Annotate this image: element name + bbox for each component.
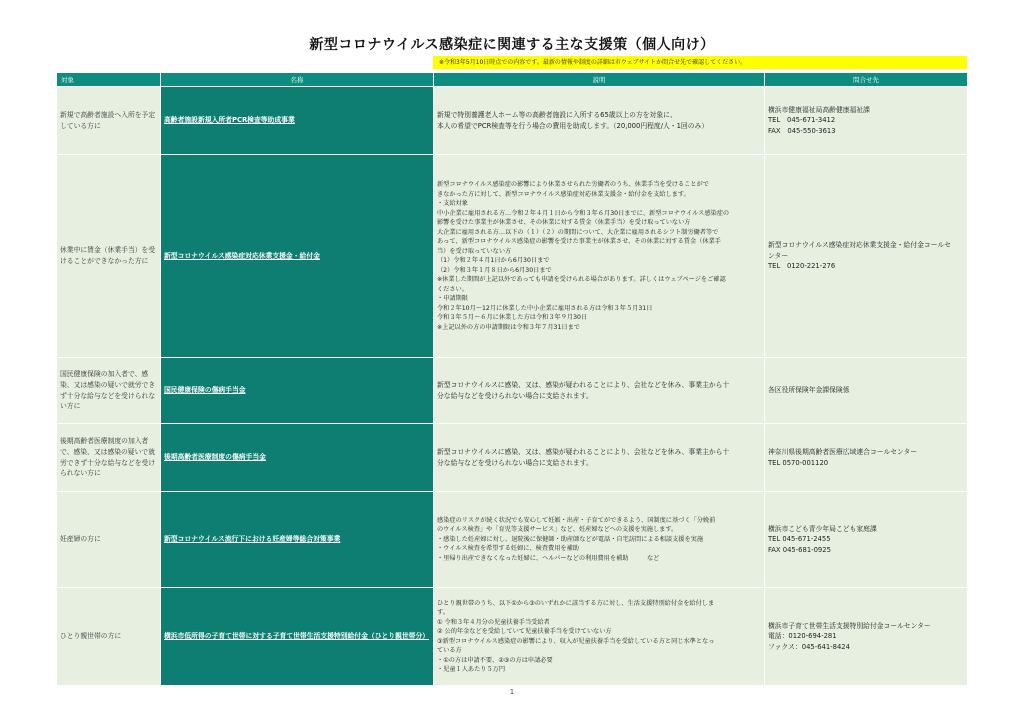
program-link[interactable]: 後期高齢者医療制度の傷病手当金	[164, 453, 266, 462]
contact-line: FAX 045-550-3613	[768, 126, 836, 135]
table-row	[57, 424, 968, 492]
desc-line: ※休業した期間が上記以外であっても申請を受けられる場合があります。詳しくはウェブページをご確認	[437, 276, 726, 283]
desc-line: ② 公的年金などを受給していて児童扶養手当を受けていない方	[437, 628, 612, 635]
target-cell: 妊産婦の方に	[57, 492, 161, 588]
desc-line: 令和３年５月～６月に休業した方は令和３年９月30日	[437, 314, 588, 321]
desc-line: す。	[437, 609, 449, 616]
contact-line: 各区役所保険年金課保険係	[768, 386, 850, 395]
contact-line: 横浜市健康福祉局高齢健康福祉課	[768, 105, 870, 114]
desc-line: 分な給与などを受けられない場合に支給されます。	[437, 458, 593, 467]
desc-line: ※上記以外の方の申請期限は令和３年７月31日まで	[437, 323, 580, 331]
contact-line: 神奈川県後期高齢者医療広域連合コールセンター	[768, 447, 918, 456]
desc-line: 大企業に雇用される方…以下の（１）（２）の期間について、大企業に雇用されるシフト制労働者等で	[437, 228, 719, 236]
desc-line: 当）を受け取っていない方	[437, 247, 512, 255]
desc-line: 影響を受けた事業主が休業させ、その休業に対する賃金（休業手当）を受け取っていない方	[437, 219, 691, 226]
desc-line: （2）令和３年１月８日から6月30日まで	[437, 266, 552, 274]
header-desc: 説明	[434, 73, 765, 87]
table-row	[57, 588, 968, 686]
desc-line: 感染症のリスクが続く状況でも安心して妊娠・出産・子育てができるよう、国制度に基づく「分娩前	[437, 516, 716, 524]
name-cell	[161, 87, 434, 155]
desc-line: ひとり親世帯のうち、以下①から③のいずれかに該当する方に対し、生活支援特別給付金を給付しま	[437, 599, 715, 607]
header-row	[57, 73, 968, 87]
desc-line: のウイルス検査」や「育児等支援サービス」など、妊産婦などへの支援を実施します。	[437, 526, 678, 534]
contact-line: FAX 045-681-0925	[768, 545, 831, 554]
desc-line: ・感染した妊産婦に対し、退院後に保健師・助産師などが電話・自宅訪問による相談支援を実施	[437, 535, 704, 543]
header-name: 名称	[161, 73, 434, 87]
desc-cell	[434, 424, 765, 492]
contact-line: ファクス：045-641-8424	[768, 642, 850, 651]
name-cell	[161, 588, 434, 686]
table-row	[57, 358, 968, 424]
desc-line: ・児童１人あたり５万円	[437, 666, 506, 673]
contact-cell	[765, 492, 968, 588]
desc-cell	[434, 588, 765, 686]
contact-line: TEL 045-671-2455	[768, 535, 831, 544]
program-link[interactable]: 新型コロナウイルス流行下における妊産婦等総合対策事業	[164, 535, 341, 544]
table-row	[57, 87, 968, 155]
desc-line: 新型コロナウイルスに感染、又は、感染が疑われることにより、会社などを休み、事業主から十	[437, 380, 730, 389]
header-contact: 問合せ先	[765, 73, 968, 87]
desc-line: ・支給対象	[437, 200, 468, 207]
contact-line: TEL 0570-001120	[768, 458, 829, 467]
program-link[interactable]: 新型コロナウイルス感染症対応休業支援金・給付金	[164, 251, 320, 260]
desc-line: ・里帰り出産できなくなった妊婦に、ヘルパーなどの利用費用を補助 など	[437, 554, 660, 562]
desc-line: ・ウイルス検査を希望する妊婦に、検査費用を補助	[437, 545, 579, 553]
desc-line: 中小企業に雇用される方…令和２年４月１日から令和３年６月30日までに、新型コロナウイルス感染症の	[437, 209, 730, 217]
name-cell	[161, 492, 434, 588]
contact-cell	[765, 588, 968, 686]
target-cell: 休業中に賃金（休業手当）を受けることができなかった方に	[57, 155, 161, 358]
contact-cell	[765, 87, 968, 155]
name-cell	[161, 358, 434, 424]
contact-cell	[765, 424, 968, 492]
contact-line: 横浜市こども青少年局こども家庭課	[768, 524, 877, 533]
desc-line: きなかった方に対して、新型コロナウイルス感染症対応休業支援金・給付金を支給します。	[437, 190, 690, 198]
desc-line: ③新型コロナウイルス感染症の影響により、収入が児童扶養手当を受給している方と同じ水準となっ	[437, 637, 715, 645]
contact-line: 新型コロナウイルス感染症対応休業支援金・給付金コールセ	[768, 241, 951, 250]
program-link[interactable]: 国民健康保険の傷病手当金	[164, 386, 246, 395]
page-number: 1	[509, 688, 515, 696]
desc-line: 令和２年10月～12月に休業した中小企業に雇用される方は令和３年５月31日	[437, 304, 653, 312]
desc-line: 本人の希望でPCR検査等を行う場合の費用を助成します。（20,000円程度/人・1回のみ）	[437, 121, 709, 130]
desc-line: 新型コロナウイルスに感染、又は、感染が疑われることにより、会社などを休み、事業主から十	[437, 447, 730, 456]
contact-line: ンター	[768, 251, 789, 260]
program-link[interactable]: 高齢者施設新規入所者PCR検査等助成事業	[164, 116, 295, 125]
desc-cell	[434, 358, 765, 424]
desc-line: 新型コロナウイルス感染症の影響により休業させられた労働者のうち、休業手当を受けることがで	[437, 181, 709, 188]
contact-cell	[765, 155, 968, 358]
target-cell: 国民健康保険の加入者で、感染、又は感染の疑いで就労できず十分な給与などを受けられない方に	[57, 358, 161, 424]
desc-cell	[434, 87, 765, 155]
desc-line: ください。	[437, 285, 468, 293]
name-cell	[161, 155, 434, 358]
date-notice: ※令和3年5月10日時点での内容です。最新の情報や制度の詳細は市ウェブサイトか問合せ先で確認してください。	[433, 56, 967, 69]
desc-line: （1）令和２年４月1日から6月30日まで	[437, 257, 550, 264]
desc-line: ① 令和３年４月分の児童扶養手当受給者	[437, 618, 550, 626]
table-row	[57, 155, 968, 358]
desc-line: 分な給与などを受けられない場合に支給されます。	[437, 391, 593, 400]
desc-line: ・①の方は申請不要、②③の方は申請必要	[437, 656, 553, 664]
contact-cell	[765, 358, 968, 424]
target-cell: 後期高齢者医療制度の加入者で、感染、又は感染の疑いで就労できず十分な給与などを受けられない方に	[57, 424, 161, 492]
header-target: 対象	[57, 73, 161, 87]
target-cell: 新規で高齢者施設へ入所を予定している方に	[57, 87, 161, 155]
contact-line: TEL 0120-221-276	[768, 262, 836, 271]
table-row	[57, 492, 968, 588]
desc-line: ている方	[437, 647, 462, 654]
contact-line: 電話：0120-694-281	[768, 632, 837, 641]
name-cell	[161, 424, 434, 492]
program-link[interactable]: 横浜市低所得の子育て世帯に対する子育て世帯生活支援特別給付金（ひとり親世帯分）	[164, 632, 430, 641]
page-title: 新型コロナウイルス感染症に関連する主な支援策（個人向け）	[309, 37, 715, 53]
desc-cell	[434, 492, 765, 588]
contact-line: 横浜市子育て世帯生活支援特別給付金コールセンター	[768, 621, 931, 630]
target-cell: ひとり親世帯の方に	[57, 588, 161, 686]
support-table	[56, 72, 968, 686]
desc-cell	[434, 155, 765, 358]
contact-line: TEL 045-671-3412	[768, 116, 836, 125]
desc-line: あって、新型コロナウイルス感染症の影響を受けた事業主が休業させ、その休業に対する賃金（休業手	[437, 238, 721, 245]
desc-line: 新規で特別養護老人ホーム等の高齢者施設に入所する65歳以上の方を対象に、	[437, 110, 677, 119]
desc-line: ・申請期限	[437, 295, 468, 302]
